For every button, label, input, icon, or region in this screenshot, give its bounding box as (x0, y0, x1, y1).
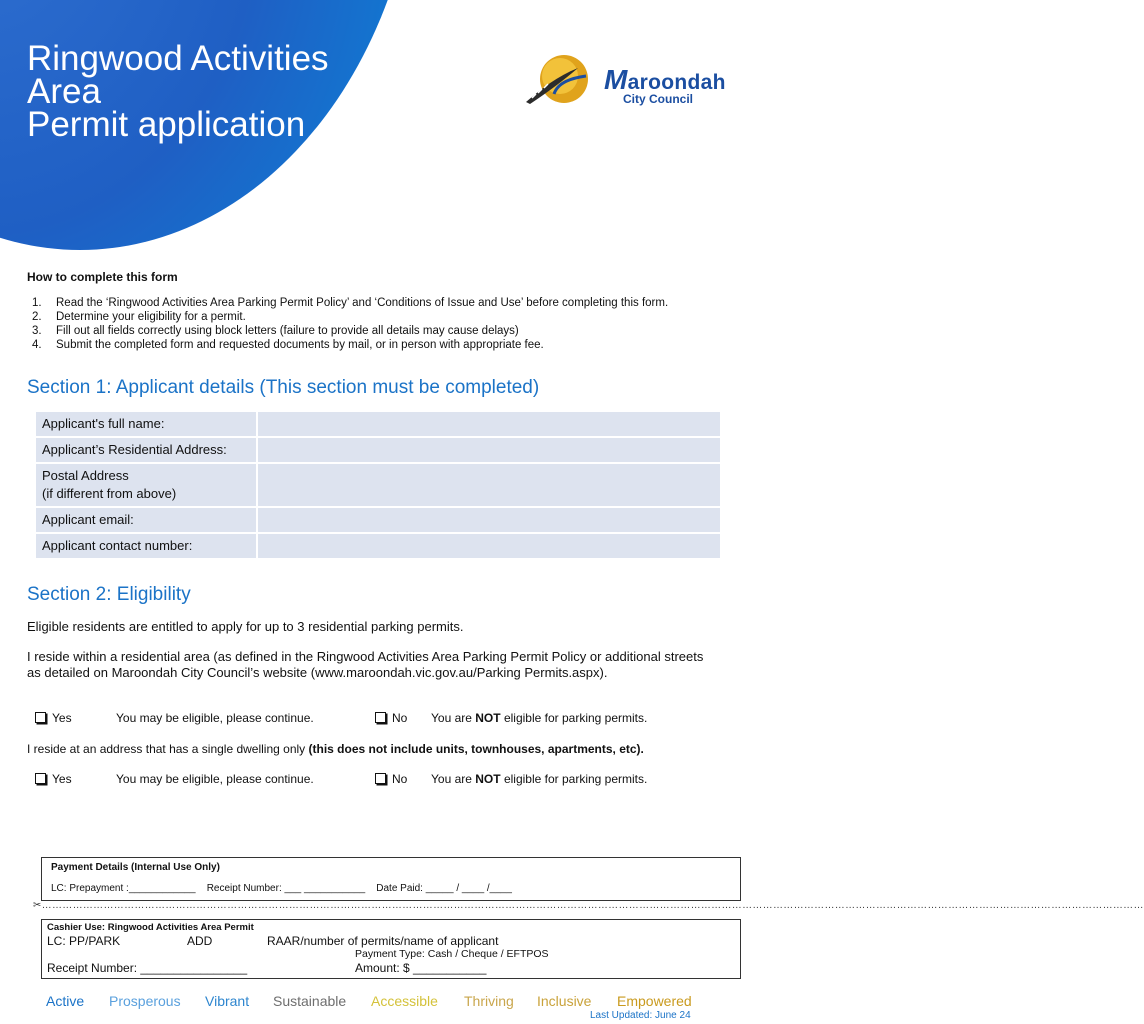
checkbox-icon[interactable] (35, 712, 46, 723)
note-text: You are (431, 772, 476, 786)
instructions-list (32, 296, 712, 352)
eligibility-question-2 (27, 741, 707, 757)
note-text: You are (431, 711, 476, 725)
logo-initial: M (604, 64, 628, 95)
cashier-receipt: Receipt Number: ________________ (47, 961, 248, 975)
note-emphasis: NOT (475, 772, 501, 786)
title-line-3: Permit application (27, 105, 306, 144)
step-number: 1. (32, 297, 42, 309)
payment-row (51, 883, 512, 894)
field-label-text: Applicant’s Residential Address: (42, 442, 227, 457)
page-title (27, 39, 329, 144)
cashier-payment-type: Payment Type: Cash / Cheque / EFTPOS (355, 948, 549, 960)
q1-no-note (431, 711, 647, 725)
step-number: 4. (32, 339, 42, 351)
step-text: Fill out all fields correctly using block letters (failure to provide all details may cause delays) (56, 325, 519, 337)
field-label-note: (if different from above) (42, 486, 177, 501)
maroondah-logo (520, 46, 726, 116)
full-name-field[interactable] (257, 411, 721, 437)
checkbox-icon[interactable] (375, 773, 386, 784)
field-label (35, 437, 257, 463)
value-word: Thriving (464, 993, 514, 1009)
cashier-box (41, 919, 741, 979)
cashier-amount: Amount: $ ___________ (355, 961, 487, 975)
q2-yes-option[interactable] (35, 772, 72, 786)
table-row (35, 411, 721, 437)
list-item (32, 296, 712, 310)
field-label-text: Applicant email: (42, 512, 134, 527)
cashier-lc: LC: PP/PARK (47, 934, 121, 948)
cut-line: ✂…………………………………………………………………………………………………………………………………………………………………………………………………………………………………………………………………………………………… (33, 900, 1144, 911)
value-word: Prosperous (109, 993, 181, 1009)
section2-heading: Section 2: Eligibility (27, 584, 191, 605)
last-updated: Last Updated: June 24 (590, 1010, 691, 1021)
field-label (35, 533, 257, 559)
instructions-heading: How to complete this form (27, 270, 178, 284)
field-label (35, 507, 257, 533)
option-label: Yes (52, 711, 72, 725)
field-label (35, 463, 257, 507)
contact-number-field[interactable] (257, 533, 721, 559)
cashier-add: ADD (187, 934, 213, 948)
eligibility-intro: Eligible residents are entitled to apply for up to 3 residential parking permits. (27, 619, 464, 634)
note-text: eligible for parking permits. (500, 711, 648, 725)
step-text: Read the ‘Ringwood Activities Area Parking Permit Policy’ and ‘Conditions of Issue and Use’ before completing this form. (56, 297, 669, 309)
table-row (35, 437, 721, 463)
field-label (35, 411, 257, 437)
note-text: eligible for parking permits. (500, 772, 648, 786)
cashier-title: Cashier Use: Ringwood Activities Area Permit (47, 922, 254, 933)
applicant-details-table (34, 410, 722, 560)
maroondah-emblem-icon (520, 46, 600, 116)
title-line-1: Ringwood Activities (27, 39, 329, 78)
date-paid: Date Paid: _____ / ____ /____ (376, 883, 512, 894)
postal-address-field[interactable] (257, 463, 721, 507)
payment-title: Payment Details (Internal Use Only) (51, 862, 220, 873)
checkbox-icon[interactable] (375, 712, 386, 723)
email-field[interactable] (257, 507, 721, 533)
field-label-text: Applicant's full name: (42, 416, 165, 431)
payment-details-box (41, 857, 741, 901)
residential-address-field[interactable] (257, 437, 721, 463)
value-word: Inclusive (537, 993, 592, 1009)
q2-no-option[interactable] (375, 772, 407, 786)
question-text: I reside at an address that has a single dwelling only (27, 742, 309, 756)
cashier-raar: RAAR/number of permits/name of applicant (267, 934, 499, 948)
table-row (35, 463, 721, 507)
list-item (32, 310, 712, 324)
option-label: Yes (52, 772, 72, 786)
note-emphasis: NOT (475, 711, 501, 725)
receipt-number: Receipt Number: ___ ___________ (206, 883, 366, 894)
list-item (32, 324, 712, 338)
section1-heading: Section 1: Applicant details (This section must be completed) (27, 377, 540, 398)
logo-name: aroondah (627, 71, 726, 94)
logo-subtitle: City Council (623, 92, 694, 106)
value-word: Empowered (617, 993, 692, 1009)
table-row (35, 507, 721, 533)
option-label: No (392, 772, 408, 786)
q2-no-note (431, 772, 647, 786)
list-item (32, 338, 712, 352)
option-label: No (392, 711, 408, 725)
lc-prepayment: LC: Prepayment :____________ (51, 883, 196, 894)
q2-yes-note: You may be eligible, please continue. (116, 772, 314, 786)
q1-yes-option[interactable] (35, 711, 72, 725)
title-line-2: Area (27, 72, 101, 111)
field-label-text: Postal Address (42, 468, 129, 483)
step-number: 2. (32, 311, 42, 323)
field-label-text: Applicant contact number: (42, 538, 193, 553)
eligibility-question-1: I reside within a residential area (as defined in the Ringwood Activities Area Parking Permit Policy or additional streets as detailed on Maroondah City Council’s website (www.maroondah.vic.gov.au/Parking Permits.aspx). (27, 649, 704, 680)
step-number: 3. (32, 325, 42, 337)
value-word: Accessible (371, 993, 438, 1009)
value-word: Vibrant (205, 993, 250, 1009)
step-text: Submit the completed form and requested documents by mail, or in person with appropriate fee. (56, 339, 544, 351)
q1-yes-note: You may be eligible, please continue. (116, 711, 314, 725)
value-word: Active (46, 993, 85, 1009)
step-text: Determine your eligibility for a permit. (56, 311, 246, 323)
checkbox-icon[interactable] (35, 773, 46, 784)
table-row (35, 533, 721, 559)
value-word: Sustainable (273, 993, 347, 1009)
q1-no-option[interactable] (375, 711, 407, 725)
question-emphasis: (this does not include units, townhouses, apartments, etc). (308, 742, 644, 756)
